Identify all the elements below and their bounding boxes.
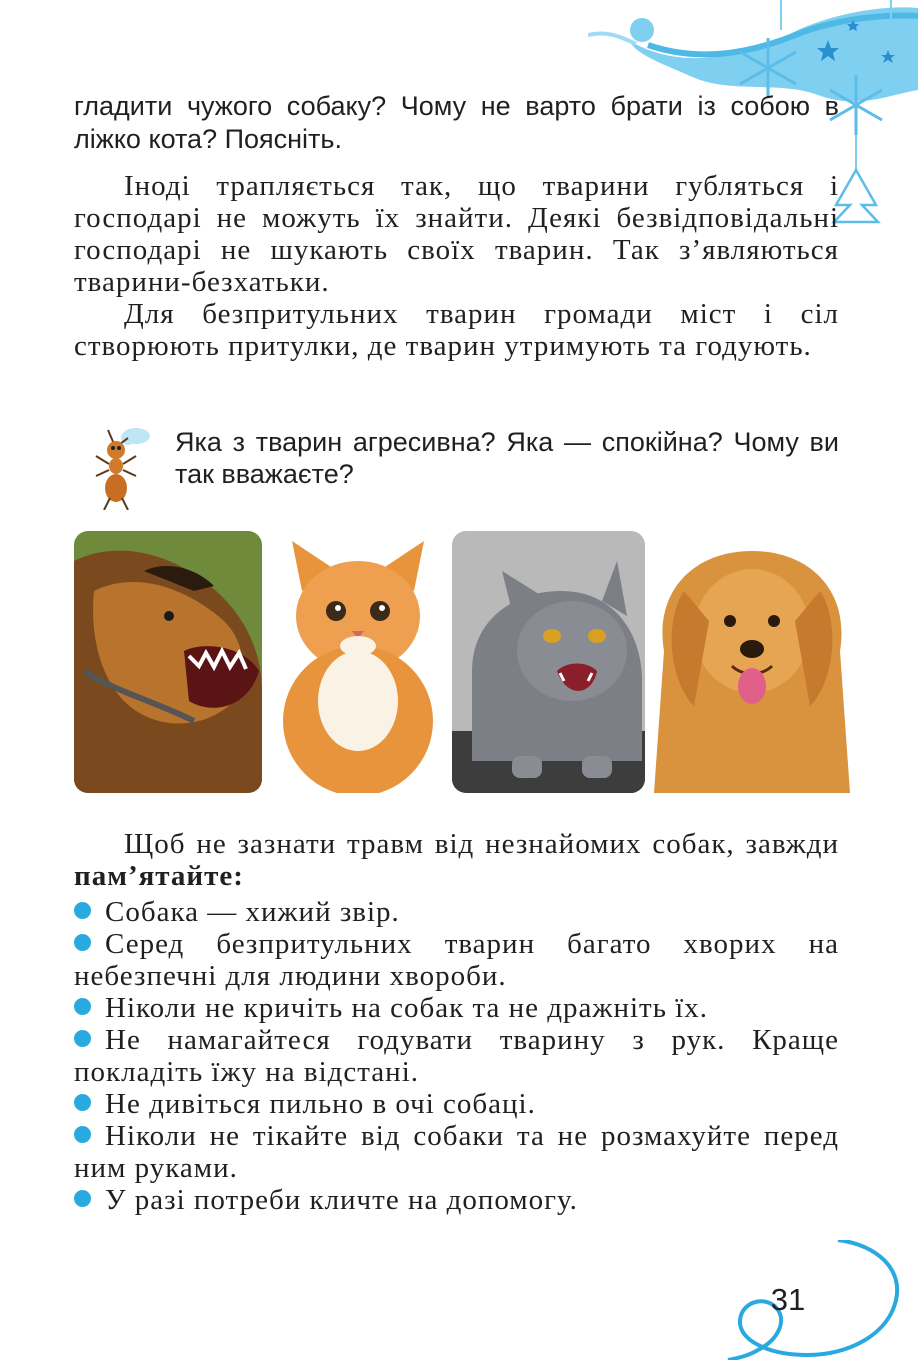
aggressive-dog-photo <box>74 531 262 793</box>
kitten-photo <box>272 531 444 793</box>
calm-dog-photo <box>654 531 850 793</box>
bullet-icon <box>74 1030 91 1047</box>
bullet-icon <box>74 998 91 1015</box>
bullet-icon <box>74 1094 91 1111</box>
list-item: Серед безпритульних тварин багато хворих на небезпечні для людини хвороби. <box>74 928 839 992</box>
list-item: Ніколи не кричіть на собак та не дражніть їх. <box>74 992 839 1024</box>
bullet-icon <box>74 1126 91 1143</box>
paragraph-shelters: Для безпритульних тварин громади міст і сіл створюють притулки, де тварин утримують та годують. <box>74 298 839 362</box>
list-item: Ніколи не тікайте від собаки та не розмахуйте перед ним руками. <box>74 1120 839 1184</box>
paragraph-lost-animals: Іноді трапляється так, що тварини губляться і господарі не можуть їх знайти. Деякі безвідповідальні господарі не шукають своїх тварин. Так з’являються тварини-безхатьки. <box>74 170 839 298</box>
list-item: У разі потреби кличте на допомогу. <box>74 1184 839 1216</box>
hissing-cat-photo <box>452 531 645 793</box>
christmas-tree-icon <box>834 170 878 222</box>
bullet-icon <box>74 1190 91 1207</box>
page-number: 31 <box>770 1282 806 1317</box>
list-item: Не дивіться пильно в очі собаці. <box>74 1088 839 1120</box>
list-item: Не намагайтеся годувати тварину з рук. Краще покладіть їжу на відстані. <box>74 1024 839 1088</box>
animal-photos <box>74 531 850 793</box>
bullet-icon <box>74 934 91 951</box>
bullet-icon <box>74 902 91 919</box>
rules-intro-emphasis: пам’ятайте: <box>74 860 244 892</box>
ant-mascot-icon <box>84 426 156 510</box>
intro-text: гладити чужого собаку? Чому не варто брати із собою в ліжко кота? Поясніть. <box>74 91 839 154</box>
rules-intro: Щоб не зазнати травм від незнайомих собак, завжди пам’ятайте: <box>74 828 839 892</box>
safety-rules-list <box>74 896 839 1216</box>
list-item: Собака — хижий звір. <box>74 896 839 928</box>
question-text: Яка з тварин агресивна? Яка — спокійна? Чому ви так вважаєте? <box>175 427 839 489</box>
